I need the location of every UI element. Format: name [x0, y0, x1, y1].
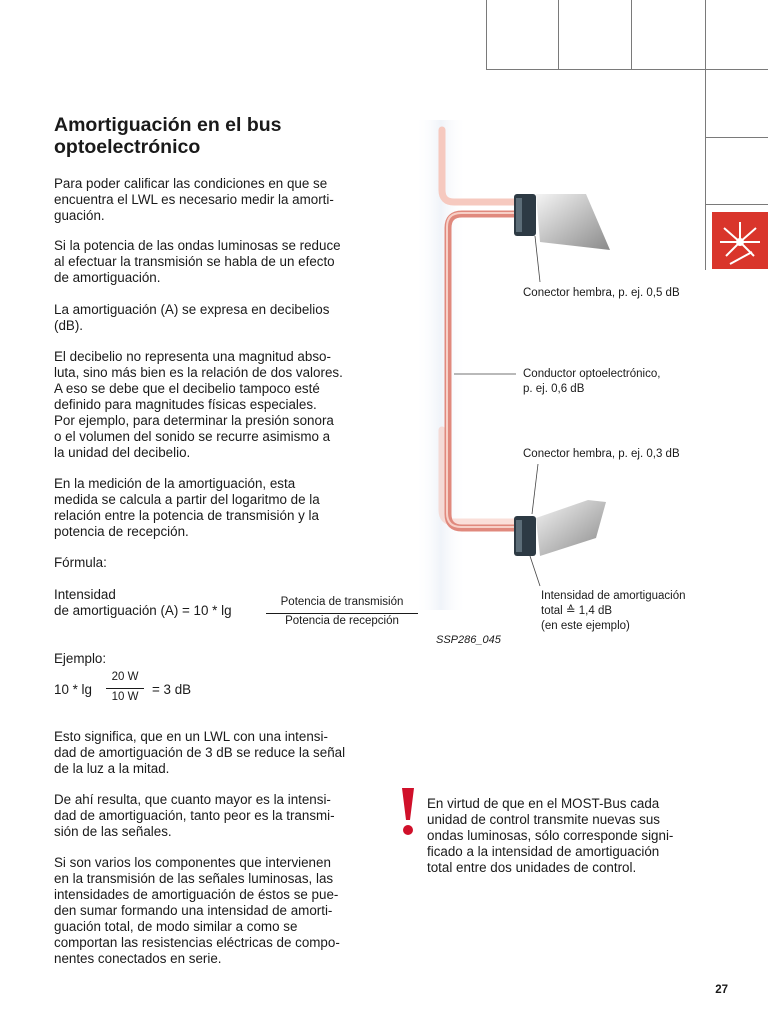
- paragraph: El decibelio no representa una magnitud abso- luta, sino más bien es la relación de dos valores. A eso se debe que el decibelio tampoco esté definido para magnitudes físicas especiales. Por ejemplo, para determinar la presión sonora o el volumen del sonido se recurre asimismo a la unidad del decibelio.: [54, 349, 343, 460]
- formula-denominator: Potencia de recepción: [285, 615, 399, 627]
- connector-bottom: [514, 500, 606, 556]
- leader-line: [530, 556, 540, 586]
- label-connector-top: Conector hembra, p. ej. 0,5 dB: [523, 287, 680, 299]
- example-lhs: 10 * lg: [54, 682, 92, 697]
- figure-caption: SSP286_045: [436, 634, 501, 646]
- grid-line: [631, 0, 632, 69]
- grid-line: [486, 69, 768, 70]
- label-connector-bottom: Conector hembra, p. ej. 0,3 dB: [523, 448, 680, 460]
- paragraph: En la medición de la amortiguación, esta medida se calcula a partir del logaritmo de la relación entre la potencia de transmisión y la potencia de recepción.: [54, 476, 320, 539]
- paragraph: Para poder calificar las condiciones en que se encuentra el LWL es necesario medir la amorti- guación.: [54, 176, 334, 223]
- grid-line: [486, 0, 487, 69]
- paragraph: Si la potencia de las ondas luminosas se reduce al efectuar la transmisión se habla de un efecto de amortiguación.: [54, 238, 341, 285]
- example-numerator: 20 W: [111, 671, 139, 683]
- formula-heading: Fórmula:: [54, 555, 107, 570]
- leader-line: [535, 236, 540, 282]
- connector-top: [514, 194, 610, 250]
- formula-lhs-line2: de amortiguación (A) = 10 * lg: [54, 603, 232, 618]
- page-title: Amortiguación en el bus optoelectrónico: [54, 114, 282, 158]
- paragraph: La amortiguación (A) se expresa en decibelios (dB).: [54, 302, 330, 333]
- formula-lhs-line1: Intensidad: [54, 587, 116, 602]
- paragraph: Esto significa, que en un LWL con una intensi- dad de amortiguación de 3 dB se reduce la señal de la luz a la mitad.: [54, 729, 346, 776]
- label-conductor: Conductor optoelectrónico, p. ej. 0,6 dB: [523, 368, 661, 395]
- example-denominator: 10 W: [111, 691, 139, 703]
- formula-numerator: Potencia de transmisión: [280, 596, 404, 608]
- page-number: 27: [715, 984, 728, 996]
- example-label: Ejemplo:: [54, 651, 107, 666]
- example-rhs: = 3 dB: [152, 682, 192, 697]
- grid-line: [558, 0, 559, 69]
- paragraph: Si son varios los componentes que intervienen en la transmisión de las señales luminosas, las intensidades de amortiguación de éstos se pue- den sumar formando una intensidad de amorti- guación total, de modo similar a como se comportan las resistencias eléctricas de compo- nentes conectados en serie.: [54, 855, 340, 966]
- example-fraction-bar: [106, 688, 144, 689]
- exclamation-icon: [397, 786, 419, 838]
- label-total: Intensidad de amortiguación total ≙ 1,4 dB (en este ejemplo): [541, 590, 686, 632]
- warning-note: En virtud de que en el MOST-Bus cada unidad de control transmite nuevas sus ondas luminosas, sólo corresponde signi- ficado a la intensidad de amortiguación total entre dos unidades de control.: [427, 796, 674, 875]
- leader-line: [532, 464, 538, 514]
- paragraph: De ahí resulta, que cuanto mayor es la intensi- dad de amortiguación, tanto peor es la transmi- sión de las señales.: [54, 792, 335, 839]
- formula-fraction-bar: [266, 613, 418, 614]
